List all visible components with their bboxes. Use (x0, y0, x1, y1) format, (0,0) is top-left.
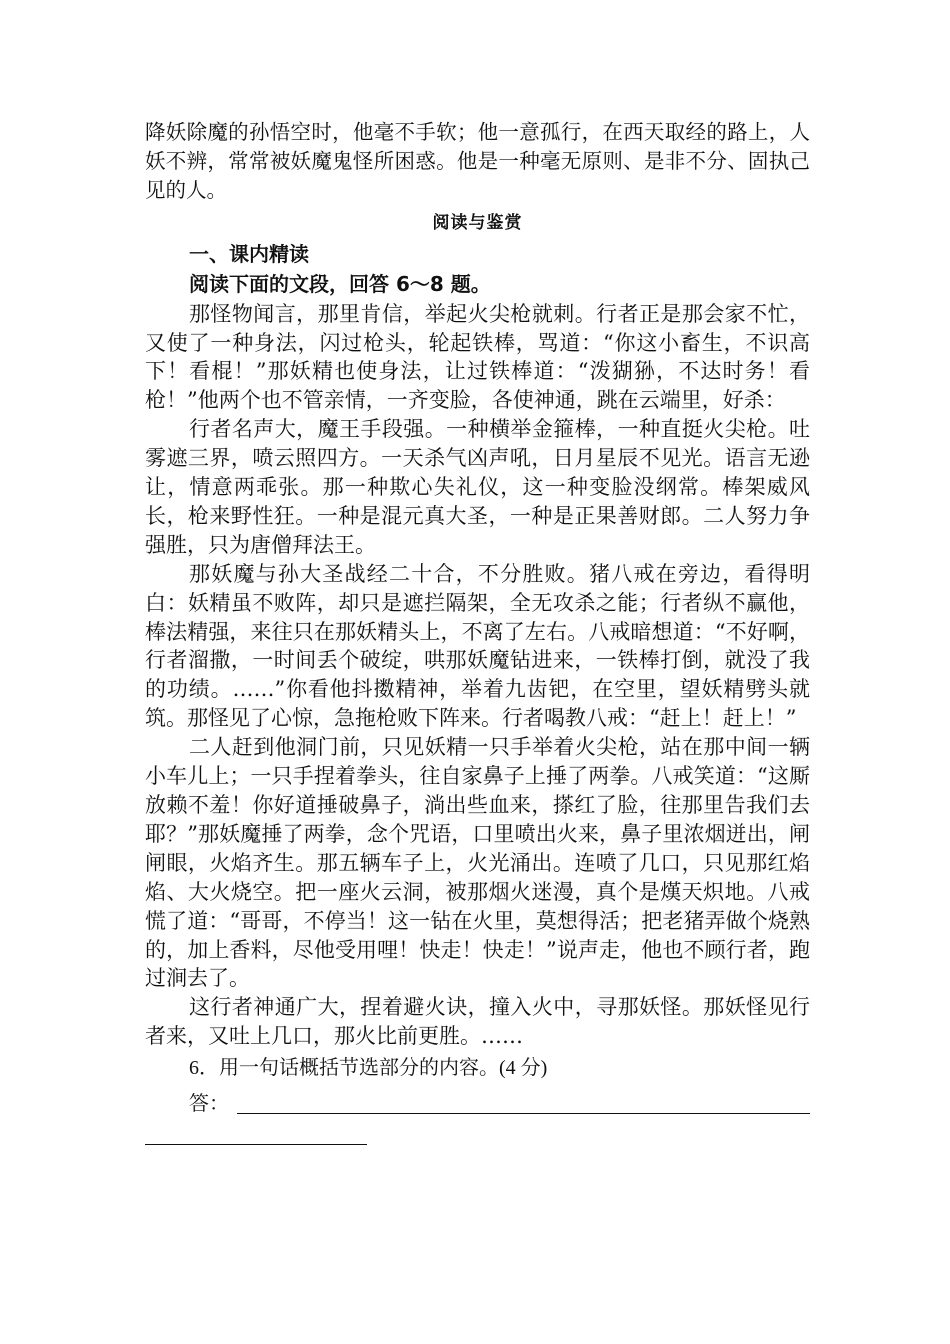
document-page (145, 118, 810, 1145)
section-title: 阅读与鉴赏 (432, 212, 523, 233)
answer-row (145, 1084, 810, 1118)
answer-blank-line[interactable] (237, 1087, 810, 1114)
answer-label: 答： (189, 1091, 229, 1116)
answer-blank-line-continued[interactable] (145, 1118, 367, 1145)
part-heading: 一、课内精读 (189, 241, 309, 266)
intro-paragraph: 降妖除魔的孙悟空时，他毫不手软；他一意孤行，在西天取经的路上，人妖不辨，常常被妖魔鬼怪所困惑。他是一种毫无原则、是非不分、固执己见的人。 (145, 120, 810, 203)
passage-paragraph: 这行者神通广大，捏着避火诀，撞入火中，寻那妖怪。那妖怪见行者来，又吐上几口，那火比前更胜。…… (145, 995, 810, 1049)
passage-paragraph: 那怪物闻言，那里肯信，举起火尖枪就刺。行者正是那会家不忙，又使了一种身法，闪过枪头，轮起铁棒，骂道：“你这小畜生，不识高下！看棍！”那妖精也使身法，让过铁棒道：“泼猢狲，不达时务！看枪！”他两个也不管亲情，一齐变脸，各使神通，跳在云端里，好杀： (145, 301, 810, 413)
reading-instruction: 阅读下面的文段，回答 6～8 题。 (189, 271, 491, 296)
question-6: 6．用一句话概括节选部分的内容。(4 分) (189, 1057, 548, 1080)
passage-paragraph: 那妖魔与孙大圣战经二十合，不分胜败。猪八戒在旁边，看得明白：妖精虽不败阵，却只是遮拦隔架，全无攻杀之能；行者纵不赢他，棒法精强，来往只在那妖精头上，不离了左右。八戒暗想道：“不好啊，行者溜撒，一时间丢个破绽，哄那妖魔钻进来，一铁棒打倒，就没了我的功绩。……”你看他抖擞精神，举着九齿钯，在空里，望妖精劈头就筑。那怪见了心惊，急拖枪败下阵来。行者喝教八戒：“赶上！赶上！” (145, 561, 810, 731)
passage-poem-paragraph: 行者名声大，魔王手段强。一种横举金箍棒，一种直挺火尖枪。吐雾遮三界，喷云照四方。一天杀气凶声吼，日月星辰不见光。语言无逊让，情意两乖张。那一种欺心失礼仪，这一种变脸没纲常。棒架威风长，枪来野性狂。一种是混元真大圣，一种是正果善财郎。二人努力争强胜，只为唐僧拜法王。 (145, 417, 810, 557)
passage-paragraph: 二人赶到他洞门前，只见妖精一只手举着火尖枪，站在那中间一辆小车儿上；一只手捏着拳头，往自家鼻子上捶了两拳。八戒笑道：“这厮放赖不羞！你好道捶破鼻子，淌出些血来，搽红了脸，往那里告我们去耶？”那妖魔捶了两拳，念个咒语，口里喷出火来，鼻子里浓烟迸出，闸闸眼，火焰齐生。那五辆车子上，火光涌出。连喷了几口，只见那红焰焰、大火烧空。把一座火云洞，被那烟火迷漫，真个是熯天炽地。八戒慌了道：“哥哥，不停当！这一钻在火里，莫想得活；把老猪弄做个烧熟的，加上香料，尽他受用哩！快走！快走！”说声走，他也不顾行者，跑过涧去了。 (145, 735, 810, 991)
